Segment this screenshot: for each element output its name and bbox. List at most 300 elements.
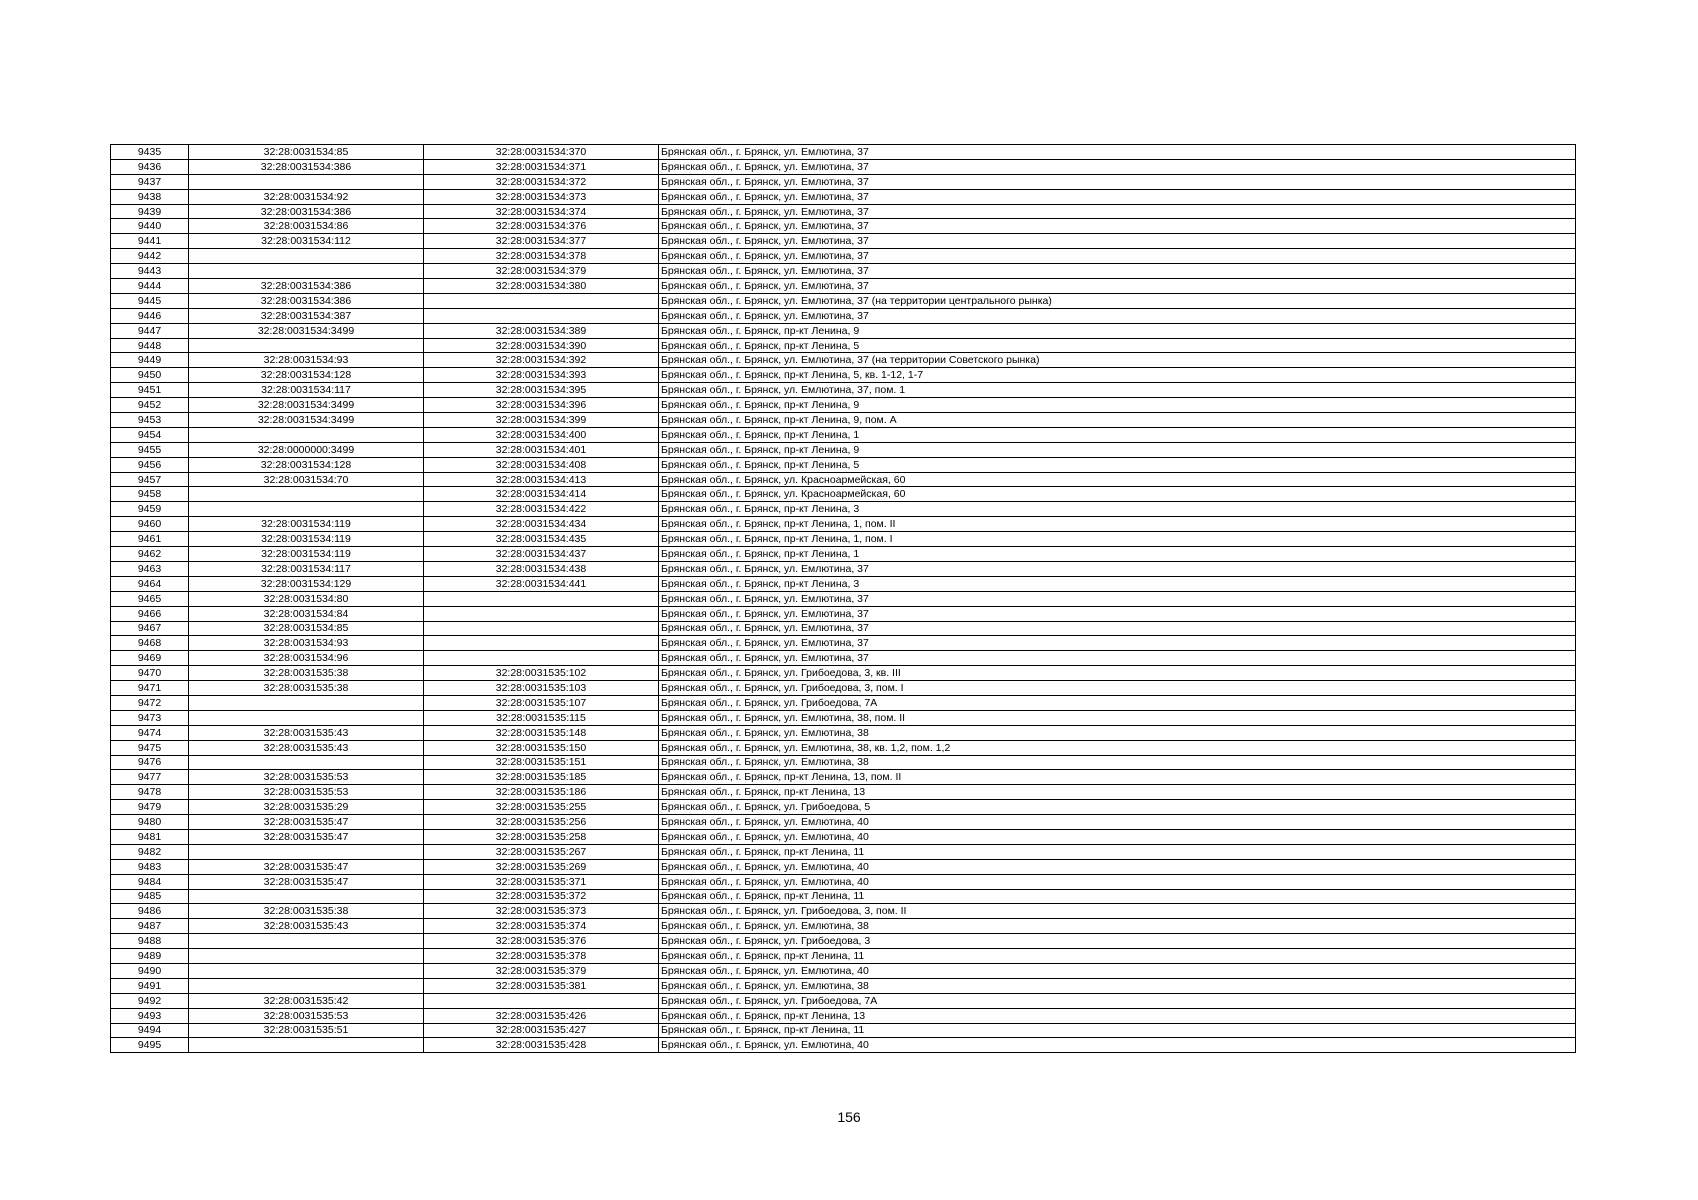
parcel-number-cell — [189, 963, 424, 978]
object-number-cell: 32:28:0031535:267 — [424, 844, 659, 859]
table-row — [111, 249, 1576, 264]
object-number-cell: 32:28:0031534:376 — [424, 219, 659, 234]
address-cell: Брянская обл., г. Брянск, ул. Емлютина, 38 — [659, 919, 1576, 934]
object-number-cell: 32:28:0031535:258 — [424, 829, 659, 844]
row-number-cell: 9440 — [111, 219, 189, 234]
object-number-cell: 32:28:0031534:422 — [424, 502, 659, 517]
row-number-cell: 9483 — [111, 859, 189, 874]
address-cell: Брянская обл., г. Брянск, ул. Емлютина, 40 — [659, 859, 1576, 874]
object-number-cell: 32:28:0031535:381 — [424, 978, 659, 993]
table-row — [111, 651, 1576, 666]
row-number-cell: 9464 — [111, 576, 189, 591]
address-cell: Брянская обл., г. Брянск, ул. Емлютина, 37 — [659, 219, 1576, 234]
address-cell: Брянская обл., г. Брянск, пр-кт Ленина, 13 — [659, 1008, 1576, 1023]
row-number-cell: 9436 — [111, 159, 189, 174]
object-number-cell: 32:28:0031534:380 — [424, 279, 659, 294]
object-number-cell: 32:28:0031535:269 — [424, 859, 659, 874]
parcel-number-cell: 32:28:0031534:117 — [189, 561, 424, 576]
row-number-cell: 9442 — [111, 249, 189, 264]
parcel-number-cell: 32:28:0031534:119 — [189, 532, 424, 547]
object-number-cell: 32:28:0031534:399 — [424, 413, 659, 428]
table-row — [111, 338, 1576, 353]
object-number-cell: 32:28:0031535:374 — [424, 919, 659, 934]
parcel-number-cell: 32:28:0031535:43 — [189, 725, 424, 740]
address-cell: Брянская обл., г. Брянск, пр-кт Ленина, 3 — [659, 576, 1576, 591]
parcel-number-cell: 32:28:0031535:51 — [189, 1023, 424, 1038]
table-row — [111, 442, 1576, 457]
row-number-cell: 9454 — [111, 427, 189, 442]
row-number-cell: 9471 — [111, 681, 189, 696]
table-row — [111, 174, 1576, 189]
parcel-number-cell: 32:28:0031534:119 — [189, 517, 424, 532]
table-row — [111, 829, 1576, 844]
parcel-number-cell — [189, 338, 424, 353]
parcel-number-cell: 32:28:0031535:47 — [189, 815, 424, 830]
row-number-cell: 9468 — [111, 636, 189, 651]
address-cell: Брянская обл., г. Брянск, ул. Емлютина, 37 — [659, 636, 1576, 651]
row-number-cell: 9470 — [111, 666, 189, 681]
row-number-cell: 9469 — [111, 651, 189, 666]
object-number-cell: 32:28:0031534:373 — [424, 189, 659, 204]
row-number-cell: 9484 — [111, 874, 189, 889]
table-row — [111, 591, 1576, 606]
address-cell: Брянская обл., г. Брянск, ул. Емлютина, 37 (на территории Советского рынка) — [659, 353, 1576, 368]
parcel-number-cell: 32:28:0031534:386 — [189, 204, 424, 219]
address-cell: Брянская обл., г. Брянск, пр-кт Ленина, 1 — [659, 547, 1576, 562]
parcel-number-cell: 32:28:0031534:128 — [189, 457, 424, 472]
address-cell: Брянская обл., г. Брянск, ул. Емлютина, 40 — [659, 1038, 1576, 1053]
row-number-cell: 9485 — [111, 889, 189, 904]
parcel-number-cell: 32:28:0031535:38 — [189, 681, 424, 696]
table-row — [111, 666, 1576, 681]
row-number-cell: 9437 — [111, 174, 189, 189]
object-number-cell: 32:28:0031534:393 — [424, 368, 659, 383]
address-cell: Брянская обл., г. Брянск, ул. Емлютина, 37 — [659, 606, 1576, 621]
parcel-number-cell: 32:28:0031535:47 — [189, 859, 424, 874]
table-row — [111, 502, 1576, 517]
object-number-cell: 32:28:0031535:379 — [424, 963, 659, 978]
address-cell: Брянская обл., г. Брянск, ул. Емлютина, 37 — [659, 279, 1576, 294]
object-number-cell: 32:28:0031535:373 — [424, 904, 659, 919]
parcel-number-cell — [189, 487, 424, 502]
parcel-number-cell: 32:28:0031534:119 — [189, 547, 424, 562]
table-row — [111, 1038, 1576, 1053]
object-number-cell: 32:28:0031535:378 — [424, 949, 659, 964]
parcel-number-cell: 32:28:0031535:53 — [189, 1008, 424, 1023]
parcel-number-cell — [189, 249, 424, 264]
parcel-number-cell — [189, 755, 424, 770]
object-number-cell: 32:28:0031535:150 — [424, 740, 659, 755]
table-row — [111, 293, 1576, 308]
row-number-cell: 9447 — [111, 323, 189, 338]
table-row — [111, 517, 1576, 532]
row-number-cell: 9460 — [111, 517, 189, 532]
table-row — [111, 383, 1576, 398]
address-cell: Брянская обл., г. Брянск, пр-кт Ленина, 1, пом. II — [659, 517, 1576, 532]
table-row — [111, 323, 1576, 338]
parcel-number-cell: 32:28:0031534:129 — [189, 576, 424, 591]
address-cell: Брянская обл., г. Брянск, ул. Емлютина, 37 — [659, 174, 1576, 189]
address-cell: Брянская обл., г. Брянск, ул. Емлютина, 37 — [659, 651, 1576, 666]
table-row — [111, 279, 1576, 294]
parcel-number-cell: 32:28:0031535:47 — [189, 829, 424, 844]
address-cell: Брянская обл., г. Брянск, пр-кт Ленина, 9, пом. А — [659, 413, 1576, 428]
row-number-cell: 9441 — [111, 234, 189, 249]
object-number-cell: 32:28:0031535:256 — [424, 815, 659, 830]
object-number-cell: 32:28:0031534:378 — [424, 249, 659, 264]
row-number-cell: 9438 — [111, 189, 189, 204]
object-number-cell — [424, 651, 659, 666]
parcel-number-cell — [189, 710, 424, 725]
table-row — [111, 427, 1576, 442]
address-cell: Брянская обл., г. Брянск, ул. Грибоедова, 3 — [659, 934, 1576, 949]
parcel-number-cell: 32:28:0031535:29 — [189, 800, 424, 815]
address-cell: Брянская обл., г. Брянск, ул. Емлютина, 37 — [659, 591, 1576, 606]
row-number-cell: 9476 — [111, 755, 189, 770]
object-number-cell: 32:28:0031535:148 — [424, 725, 659, 740]
address-cell: Брянская обл., г. Брянск, пр-кт Ленина, 13 — [659, 785, 1576, 800]
object-number-cell — [424, 293, 659, 308]
object-number-cell: 32:28:0031535:185 — [424, 770, 659, 785]
row-number-cell: 9452 — [111, 398, 189, 413]
table-row — [111, 189, 1576, 204]
row-number-cell: 9492 — [111, 993, 189, 1008]
table-row — [111, 978, 1576, 993]
table-row — [111, 487, 1576, 502]
object-number-cell: 32:28:0031534:396 — [424, 398, 659, 413]
table-row — [111, 204, 1576, 219]
table-row — [111, 949, 1576, 964]
table-row — [111, 1023, 1576, 1038]
row-number-cell: 9451 — [111, 383, 189, 398]
parcel-number-cell — [189, 502, 424, 517]
table-row — [111, 264, 1576, 279]
row-number-cell: 9465 — [111, 591, 189, 606]
parcel-number-cell: 32:28:0031535:53 — [189, 785, 424, 800]
object-number-cell: 32:28:0031534:408 — [424, 457, 659, 472]
table-row — [111, 621, 1576, 636]
row-number-cell: 9453 — [111, 413, 189, 428]
row-number-cell: 9457 — [111, 472, 189, 487]
table-row — [111, 800, 1576, 815]
row-number-cell: 9478 — [111, 785, 189, 800]
address-cell: Брянская обл., г. Брянск, ул. Емлютина, 37 — [659, 308, 1576, 323]
parcel-number-cell: 32:28:0031534:93 — [189, 636, 424, 651]
row-number-cell: 9473 — [111, 710, 189, 725]
object-number-cell: 32:28:0031534:438 — [424, 561, 659, 576]
object-number-cell — [424, 591, 659, 606]
parcel-number-cell: 32:28:0031534:85 — [189, 145, 424, 160]
row-number-cell: 9455 — [111, 442, 189, 457]
parcel-number-cell: 32:28:0031534:84 — [189, 606, 424, 621]
address-cell: Брянская обл., г. Брянск, ул. Емлютина, 37 — [659, 621, 1576, 636]
address-cell: Брянская обл., г. Брянск, ул. Емлютина, 37 — [659, 249, 1576, 264]
object-number-cell: 32:28:0031535:102 — [424, 666, 659, 681]
object-number-cell: 32:28:0031535:151 — [424, 755, 659, 770]
address-cell: Брянская обл., г. Брянск, пр-кт Ленина, 9 — [659, 442, 1576, 457]
table-row — [111, 740, 1576, 755]
parcel-number-cell — [189, 949, 424, 964]
page-number: 156 — [837, 1109, 861, 1125]
object-number-cell: 32:28:0031534:437 — [424, 547, 659, 562]
row-number-cell: 9467 — [111, 621, 189, 636]
table-row — [111, 308, 1576, 323]
address-cell: Брянская обл., г. Брянск, ул. Грибоедова, 3, пом. II — [659, 904, 1576, 919]
parcel-number-cell — [189, 695, 424, 710]
row-number-cell: 9445 — [111, 293, 189, 308]
address-cell: Брянская обл., г. Брянск, ул. Емлютина, 37 — [659, 234, 1576, 249]
object-number-cell: 32:28:0031534:434 — [424, 517, 659, 532]
row-number-cell: 9459 — [111, 502, 189, 517]
registry-table-body — [111, 145, 1576, 1053]
object-number-cell: 32:28:0031534:377 — [424, 234, 659, 249]
row-number-cell: 9463 — [111, 561, 189, 576]
address-cell: Брянская обл., г. Брянск, ул. Емлютина, 37 — [659, 159, 1576, 174]
parcel-number-cell: 32:28:0031534:96 — [189, 651, 424, 666]
object-number-cell: 32:28:0031534:372 — [424, 174, 659, 189]
row-number-cell: 9487 — [111, 919, 189, 934]
row-number-cell: 9486 — [111, 904, 189, 919]
object-number-cell — [424, 308, 659, 323]
address-cell: Брянская обл., г. Брянск, ул. Емлютина, 37 — [659, 561, 1576, 576]
table-row — [111, 815, 1576, 830]
address-cell: Брянская обл., г. Брянск, ул. Красноармейская, 60 — [659, 487, 1576, 502]
address-cell: Брянская обл., г. Брянск, пр-кт Ленина, 1 — [659, 427, 1576, 442]
row-number-cell: 9446 — [111, 308, 189, 323]
address-cell: Брянская обл., г. Брянск, ул. Красноармейская, 60 — [659, 472, 1576, 487]
table-row — [111, 606, 1576, 621]
object-number-cell: 32:28:0031534:379 — [424, 264, 659, 279]
table-row — [111, 234, 1576, 249]
object-number-cell: 32:28:0031535:372 — [424, 889, 659, 904]
registry-table — [110, 144, 1576, 1053]
object-number-cell: 32:28:0031535:186 — [424, 785, 659, 800]
address-cell: Брянская обл., г. Брянск, пр-кт Ленина, 5 — [659, 338, 1576, 353]
table-row — [111, 532, 1576, 547]
table-row — [111, 904, 1576, 919]
address-cell: Брянская обл., г. Брянск, ул. Грибоедова, 3, кв. III — [659, 666, 1576, 681]
address-cell: Брянская обл., г. Брянск, ул. Емлютина, 37 — [659, 189, 1576, 204]
address-cell: Брянская обл., г. Брянск, ул. Емлютина, 38 — [659, 725, 1576, 740]
parcel-number-cell: 32:28:0031534:3499 — [189, 323, 424, 338]
table-row — [111, 710, 1576, 725]
parcel-number-cell — [189, 264, 424, 279]
address-cell: Брянская обл., г. Брянск, пр-кт Ленина, 9 — [659, 323, 1576, 338]
address-cell: Брянская обл., г. Брянск, пр-кт Ленина, 11 — [659, 889, 1576, 904]
object-number-cell: 32:28:0031534:390 — [424, 338, 659, 353]
table-row — [111, 844, 1576, 859]
address-cell: Брянская обл., г. Брянск, ул. Емлютина, 37 (на территории центрального рынка) — [659, 293, 1576, 308]
row-number-cell: 9482 — [111, 844, 189, 859]
table-row — [111, 353, 1576, 368]
object-number-cell: 32:28:0031535:427 — [424, 1023, 659, 1038]
parcel-number-cell — [189, 934, 424, 949]
table-row — [111, 874, 1576, 889]
address-cell: Брянская обл., г. Брянск, пр-кт Ленина, 11 — [659, 844, 1576, 859]
address-cell: Брянская обл., г. Брянск, ул. Емлютина, 38, кв. 1,2, пом. 1,2 — [659, 740, 1576, 755]
object-number-cell: 32:28:0031534:414 — [424, 487, 659, 502]
row-number-cell: 9490 — [111, 963, 189, 978]
table-row — [111, 547, 1576, 562]
parcel-number-cell: 32:28:0031535:43 — [189, 919, 424, 934]
row-number-cell: 9444 — [111, 279, 189, 294]
table-row — [111, 145, 1576, 160]
table-row — [111, 576, 1576, 591]
parcel-number-cell: 32:28:0031535:43 — [189, 740, 424, 755]
address-cell: Брянская обл., г. Брянск, ул. Грибоедова, 7А — [659, 993, 1576, 1008]
table-row — [111, 755, 1576, 770]
address-cell: Брянская обл., г. Брянск, ул. Грибоедова, 5 — [659, 800, 1576, 815]
row-number-cell: 9474 — [111, 725, 189, 740]
parcel-number-cell: 32:28:0031534:86 — [189, 219, 424, 234]
row-number-cell: 9472 — [111, 695, 189, 710]
table-row — [111, 695, 1576, 710]
row-number-cell: 9475 — [111, 740, 189, 755]
parcel-number-cell — [189, 844, 424, 859]
object-number-cell: 32:28:0031535:103 — [424, 681, 659, 696]
table-row — [111, 457, 1576, 472]
table-row — [111, 472, 1576, 487]
table-row — [111, 919, 1576, 934]
row-number-cell: 9481 — [111, 829, 189, 844]
parcel-number-cell: 32:28:0000000:3499 — [189, 442, 424, 457]
table-row — [111, 785, 1576, 800]
object-number-cell: 32:28:0031534:435 — [424, 532, 659, 547]
address-cell: Брянская обл., г. Брянск, ул. Емлютина, 37 — [659, 204, 1576, 219]
table-row — [111, 889, 1576, 904]
object-number-cell: 32:28:0031534:413 — [424, 472, 659, 487]
object-number-cell: 32:28:0031535:255 — [424, 800, 659, 815]
row-number-cell: 9450 — [111, 368, 189, 383]
object-number-cell: 32:28:0031535:376 — [424, 934, 659, 949]
row-number-cell: 9479 — [111, 800, 189, 815]
object-number-cell: 32:28:0031535:371 — [424, 874, 659, 889]
table-row — [111, 993, 1576, 1008]
row-number-cell: 9477 — [111, 770, 189, 785]
row-number-cell: 9493 — [111, 1008, 189, 1023]
address-cell: Брянская обл., г. Брянск, пр-кт Ленина, 5 — [659, 457, 1576, 472]
object-number-cell: 32:28:0031534:370 — [424, 145, 659, 160]
parcel-number-cell: 32:28:0031534:3499 — [189, 398, 424, 413]
table-row — [111, 725, 1576, 740]
address-cell: Брянская обл., г. Брянск, ул. Емлютина, 40 — [659, 874, 1576, 889]
table-row — [111, 368, 1576, 383]
address-cell: Брянская обл., г. Брянск, ул. Емлютина, 37, пом. 1 — [659, 383, 1576, 398]
address-cell: Брянская обл., г. Брянск, ул. Емлютина, 37 — [659, 264, 1576, 279]
parcel-number-cell: 32:28:0031534:85 — [189, 621, 424, 636]
parcel-number-cell: 32:28:0031534:386 — [189, 159, 424, 174]
parcel-number-cell: 32:28:0031534:92 — [189, 189, 424, 204]
parcel-number-cell: 32:28:0031535:38 — [189, 904, 424, 919]
parcel-number-cell — [189, 174, 424, 189]
row-number-cell: 9494 — [111, 1023, 189, 1038]
row-number-cell: 9443 — [111, 264, 189, 279]
parcel-number-cell: 32:28:0031534:387 — [189, 308, 424, 323]
parcel-number-cell: 32:28:0031535:42 — [189, 993, 424, 1008]
parcel-number-cell: 32:28:0031534:80 — [189, 591, 424, 606]
object-number-cell: 32:28:0031534:392 — [424, 353, 659, 368]
row-number-cell: 9466 — [111, 606, 189, 621]
row-number-cell: 9439 — [111, 204, 189, 219]
object-number-cell: 32:28:0031534:441 — [424, 576, 659, 591]
table-row — [111, 636, 1576, 651]
parcel-number-cell: 32:28:0031534:93 — [189, 353, 424, 368]
parcel-number-cell: 32:28:0031534:386 — [189, 279, 424, 294]
address-cell: Брянская обл., г. Брянск, пр-кт Ленина, 1, пом. I — [659, 532, 1576, 547]
object-number-cell: 32:28:0031534:400 — [424, 427, 659, 442]
object-number-cell: 32:28:0031535:115 — [424, 710, 659, 725]
table-row — [111, 934, 1576, 949]
row-number-cell: 9491 — [111, 978, 189, 993]
object-number-cell: 32:28:0031534:371 — [424, 159, 659, 174]
address-cell: Брянская обл., г. Брянск, ул. Емлютина, 37 — [659, 145, 1576, 160]
parcel-number-cell: 32:28:0031534:112 — [189, 234, 424, 249]
row-number-cell: 9462 — [111, 547, 189, 562]
address-cell: Брянская обл., г. Брянск, ул. Емлютина, 38 — [659, 978, 1576, 993]
row-number-cell: 9489 — [111, 949, 189, 964]
object-number-cell: 32:28:0031535:426 — [424, 1008, 659, 1023]
parcel-number-cell: 32:28:0031535:47 — [189, 874, 424, 889]
parcel-number-cell: 32:28:0031534:3499 — [189, 413, 424, 428]
address-cell: Брянская обл., г. Брянск, ул. Емлютина, 38 — [659, 755, 1576, 770]
table-row — [111, 219, 1576, 234]
parcel-number-cell: 32:28:0031534:70 — [189, 472, 424, 487]
object-number-cell — [424, 621, 659, 636]
row-number-cell: 9448 — [111, 338, 189, 353]
table-row — [111, 963, 1576, 978]
address-cell: Брянская обл., г. Брянск, ул. Емлютина, 40 — [659, 963, 1576, 978]
row-number-cell: 9488 — [111, 934, 189, 949]
parcel-number-cell — [189, 1038, 424, 1053]
parcel-number-cell: 32:28:0031535:53 — [189, 770, 424, 785]
parcel-number-cell: 32:28:0031535:38 — [189, 666, 424, 681]
object-number-cell: 32:28:0031534:401 — [424, 442, 659, 457]
object-number-cell: 32:28:0031534:374 — [424, 204, 659, 219]
parcel-number-cell: 32:28:0031534:386 — [189, 293, 424, 308]
object-number-cell — [424, 993, 659, 1008]
address-cell: Брянская обл., г. Брянск, ул. Грибоедова, 3, пом. I — [659, 681, 1576, 696]
address-cell: Брянская обл., г. Брянск, пр-кт Ленина, 3 — [659, 502, 1576, 517]
address-cell: Брянская обл., г. Брянск, ул. Грибоедова, 7А — [659, 695, 1576, 710]
table-row — [111, 681, 1576, 696]
table-row — [111, 561, 1576, 576]
address-cell: Брянская обл., г. Брянск, пр-кт Ленина, 11 — [659, 1023, 1576, 1038]
object-number-cell: 32:28:0031534:389 — [424, 323, 659, 338]
table-row — [111, 1008, 1576, 1023]
row-number-cell: 9458 — [111, 487, 189, 502]
row-number-cell: 9461 — [111, 532, 189, 547]
address-cell: Брянская обл., г. Брянск, пр-кт Ленина, 11 — [659, 949, 1576, 964]
address-cell: Брянская обл., г. Брянск, ул. Емлютина, 38, пом. II — [659, 710, 1576, 725]
object-number-cell: 32:28:0031535:107 — [424, 695, 659, 710]
table-row — [111, 398, 1576, 413]
address-cell: Брянская обл., г. Брянск, ул. Емлютина, 40 — [659, 829, 1576, 844]
parcel-number-cell: 32:28:0031534:117 — [189, 383, 424, 398]
address-cell: Брянская обл., г. Брянск, ул. Емлютина, 40 — [659, 815, 1576, 830]
row-number-cell: 9456 — [111, 457, 189, 472]
object-number-cell: 32:28:0031535:428 — [424, 1038, 659, 1053]
object-number-cell — [424, 636, 659, 651]
address-cell: Брянская обл., г. Брянск, пр-кт Ленина, 9 — [659, 398, 1576, 413]
address-cell: Брянская обл., г. Брянск, пр-кт Ленина, 5, кв. 1-12, 1-7 — [659, 368, 1576, 383]
parcel-number-cell — [189, 889, 424, 904]
parcel-number-cell: 32:28:0031534:128 — [189, 368, 424, 383]
table-row — [111, 413, 1576, 428]
table-row — [111, 770, 1576, 785]
object-number-cell: 32:28:0031534:395 — [424, 383, 659, 398]
row-number-cell: 9480 — [111, 815, 189, 830]
address-cell: Брянская обл., г. Брянск, пр-кт Ленина, 13, пом. II — [659, 770, 1576, 785]
